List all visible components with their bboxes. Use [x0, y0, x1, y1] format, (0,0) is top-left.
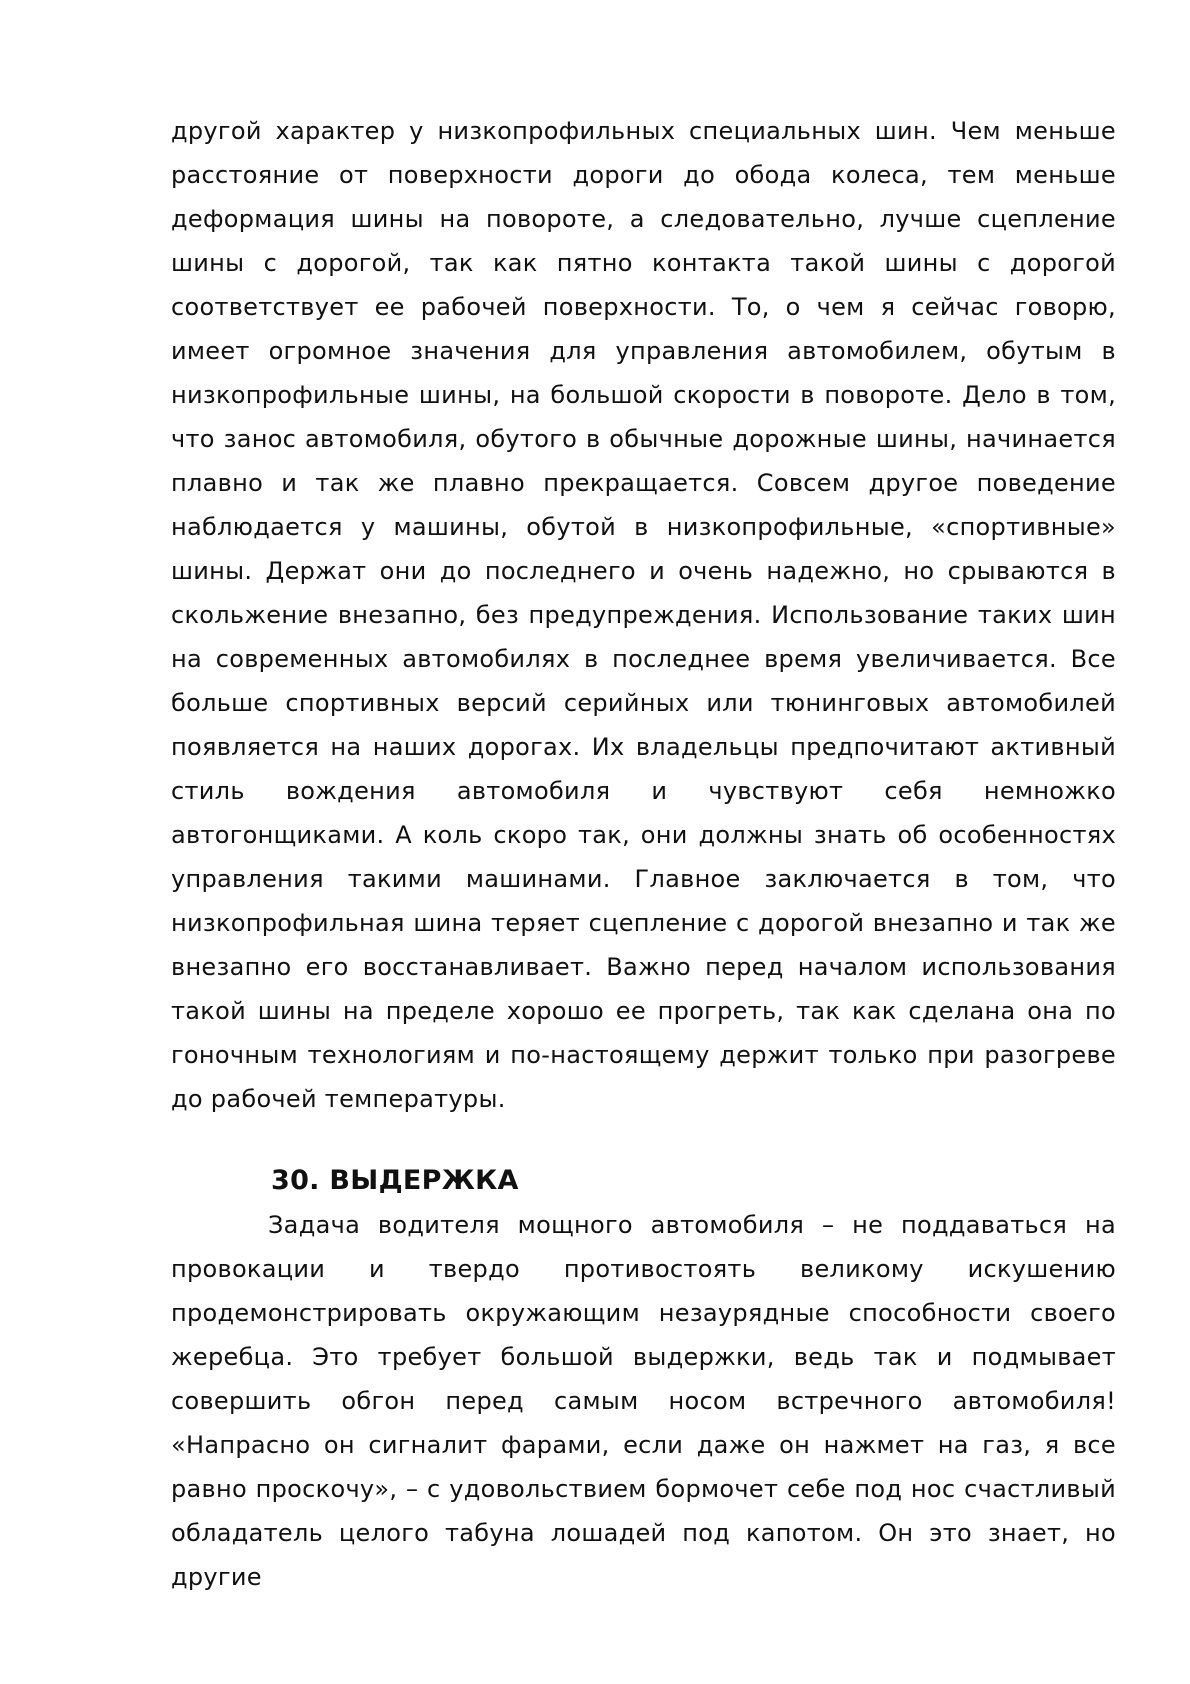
document-page — [171, 109, 1116, 1599]
body-paragraph: другой характер у низкопрофильных специальных шин. Чем меньше расстояние от поверхности дороги до обода колеса, тем меньше деформация шины на повороте, а следовательно, лучше сцепление шины с дорогой, так как пятно контакта такой шины с дорогой соответствует ее рабочей поверхности. То, о чем я сейчас говорю, имеет огромное значения для управления автомобилем, обутым в низкопрофильные шины, на большой скорости в повороте. Дело в том, что занос автомобиля, обутого в обычные дорожные шины, начинается плавно и так же плавно прекращается. Совсем другое поведение наблюдается у машины, обутой в низкопрофильные, «спортивные» шины. Держат они до последнего и очень надежно, но срываются в скольжение внезапно, без предупреждения. Использование таких шин на современных автомобилях в последнее время увеличивается. Все больше спортивных версий серийных или тюнинговых автомобилей появляется на наших дорогах. Их владельцы предпочитают активный стиль вождения автомобиля и чувствуют себя немножко автогонщиками. А коль скоро так, они должны знать об особенностях управления такими машинами. Главное заключается в том, что низкопрофильная шина теряет сцепление с дорогой внезапно и так же внезапно его восстанавливает. Важно перед началом использования такой шины на пределе хорошо ее прогреть, так как сделана она по гоночным технологиям и по-настоящему держит только при разогреве до рабочей температуры. — [171, 117, 1116, 1113]
body-paragraph: Задача водителя мощного автомобиля – не поддаваться на провокации и твердо противостоять великому искушению продемонстрировать окружающим незаурядные способности своего жеребца. Это требует большой выдержки, ведь так и подмывает совершить обгон перед самым носом встречного автомобиля! «Напрасно он сигналит фарами, если даже он нажмет на газ, я все равно проскочу», – с удовольствием бормочет себе под нос счастливый обладатель целого табуна лошадей под капотом. Он это знает, но другие — [171, 1211, 1116, 1591]
section-heading: 30. ВЫДЕРЖКА — [271, 1165, 519, 1196]
